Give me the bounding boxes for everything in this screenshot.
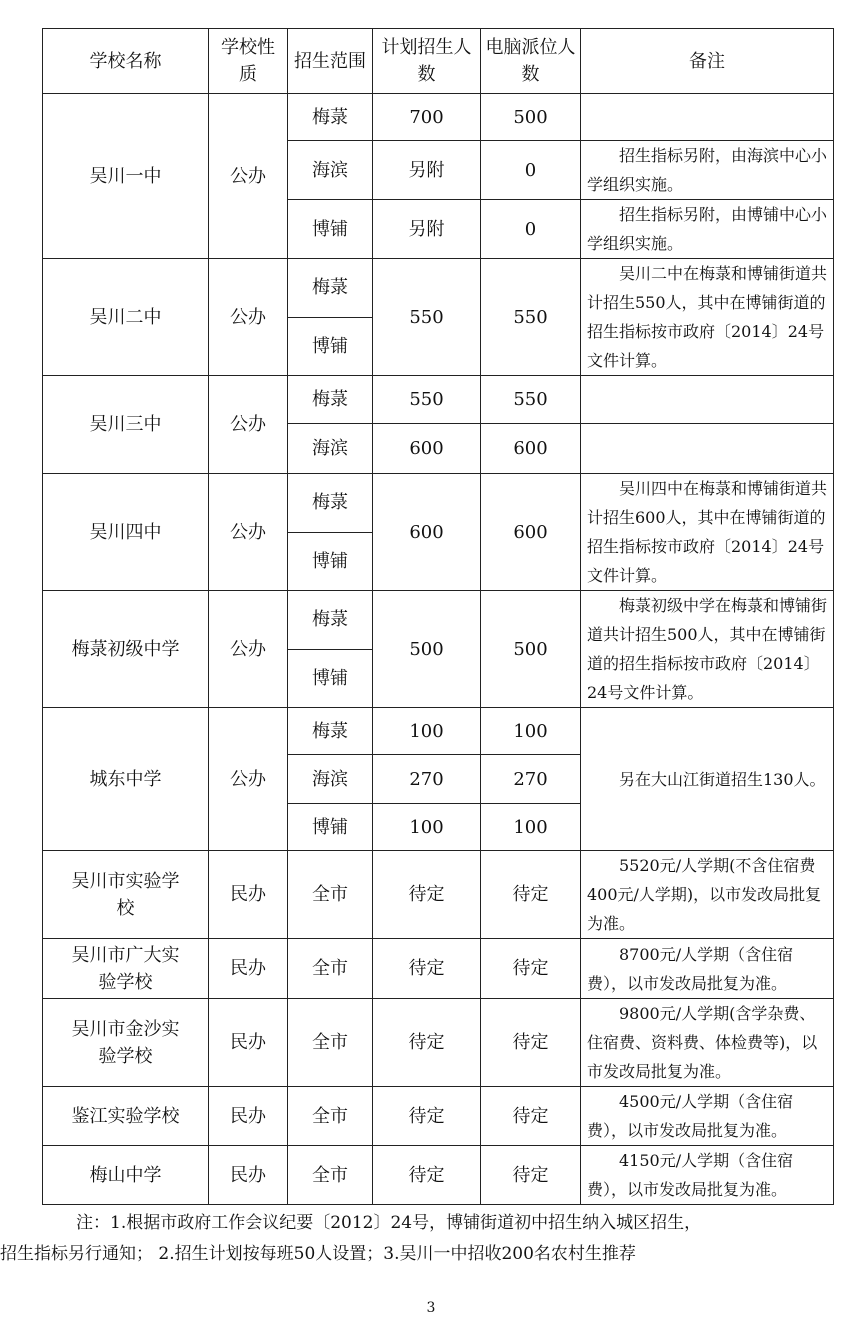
area: 全市 [288, 939, 373, 999]
remark: 5520元/人学期(不含住宿费400元/人学期)，以市发改局批复为准。 [581, 851, 834, 939]
school-nature: 公办 [209, 376, 288, 474]
area: 梅菉 [288, 474, 373, 533]
header-computer: 电脑派位人数 [481, 29, 581, 94]
computer: 待定 [481, 1146, 581, 1205]
area: 博铺 [288, 200, 373, 259]
area: 梅菉 [288, 591, 373, 650]
computer: 0 [481, 200, 581, 259]
school-nature: 公办 [209, 94, 288, 259]
area: 梅菉 [288, 259, 373, 318]
school-nature: 民办 [209, 939, 288, 999]
table-row [43, 591, 834, 650]
remark: 4500元/人学期（含住宿费），以市发改局批复为准。 [581, 1087, 834, 1146]
table-row [43, 708, 834, 755]
area: 全市 [288, 851, 373, 939]
school-nature: 公办 [209, 259, 288, 376]
plan: 100 [373, 708, 481, 755]
table-row [43, 1146, 834, 1205]
plan: 270 [373, 755, 481, 804]
school-name: 吴川市实验学校 [43, 851, 209, 939]
computer: 100 [481, 804, 581, 851]
school-name: 梅菉初级中学 [43, 591, 209, 708]
plan: 待定 [373, 1146, 481, 1205]
computer: 500 [481, 94, 581, 141]
area: 博铺 [288, 804, 373, 851]
school-name: 吴川三中 [43, 376, 209, 474]
header-remark: 备注 [581, 29, 834, 94]
school-name: 吴川市金沙实验学校 [43, 999, 209, 1087]
remark: 4150元/人学期（含住宿费），以市发改局批复为准。 [581, 1146, 834, 1205]
area: 博铺 [288, 532, 373, 591]
computer: 0 [481, 141, 581, 200]
remark [581, 424, 834, 474]
table-row [43, 999, 834, 1087]
school-nature: 公办 [209, 708, 288, 851]
remark: 另在大山江街道招生130人。 [581, 708, 834, 851]
school-name: 城东中学 [43, 708, 209, 851]
area: 博铺 [288, 317, 373, 376]
plan: 待定 [373, 851, 481, 939]
remark: 9800元/人学期(含学杂费、住宿费、资料费、体检费等)，以市发改局批复为准。 [581, 999, 834, 1087]
computer: 100 [481, 708, 581, 755]
computer: 600 [481, 424, 581, 474]
footnote [0, 1208, 842, 1270]
remark [581, 94, 834, 141]
page-number: 3 [426, 1300, 436, 1316]
school-name: 吴川四中 [43, 474, 209, 591]
footnote-line-2: 招生指标另行通知； 2.招生计划按每班50人设置；3.吴川一中招收200名农村生推荐 [0, 1244, 636, 1264]
plan: 100 [373, 804, 481, 851]
footnote-line-1: 注：1.根据市政府工作会议纪要〔2012〕24号，博铺街道初中招生纳入城区招生， [76, 1213, 702, 1233]
table-row [43, 851, 834, 939]
computer: 270 [481, 755, 581, 804]
remark: 吴川四中在梅菉和博铺街道共计招生600人，其中在博铺街道的招生指标按市政府〔2014〕24号文件计算。 [581, 474, 834, 591]
school-nature: 民办 [209, 851, 288, 939]
school-name: 鉴江实验学校 [43, 1087, 209, 1146]
school-name: 梅山中学 [43, 1146, 209, 1205]
remark: 吴川二中在梅菉和博铺街道共计招生550人，其中在博铺街道的招生指标按市政府〔2014〕24号文件计算。 [581, 259, 834, 376]
school-nature: 公办 [209, 591, 288, 708]
area: 海滨 [288, 424, 373, 474]
remark: 招生指标另附，由海滨中心小学组织实施。 [581, 141, 834, 200]
area: 梅菉 [288, 376, 373, 424]
school-name: 吴川市广大实验学校 [43, 939, 209, 999]
remark [581, 376, 834, 424]
area: 博铺 [288, 649, 373, 708]
table-row [43, 1087, 834, 1146]
computer: 待定 [481, 1087, 581, 1146]
school-nature: 民办 [209, 1146, 288, 1205]
school-nature: 公办 [209, 474, 288, 591]
table-row [43, 474, 834, 533]
computer: 550 [481, 376, 581, 424]
area: 全市 [288, 1146, 373, 1205]
header-plan: 计划招生人数 [373, 29, 481, 94]
plan: 另附 [373, 200, 481, 259]
remark: 招生指标另附，由博铺中心小学组织实施。 [581, 200, 834, 259]
computer: 待定 [481, 851, 581, 939]
plan: 待定 [373, 999, 481, 1087]
plan: 600 [373, 424, 481, 474]
school-nature: 民办 [209, 1087, 288, 1146]
header-row [43, 29, 834, 94]
plan: 待定 [373, 939, 481, 999]
plan: 500 [373, 591, 481, 708]
area: 全市 [288, 1087, 373, 1146]
table-row [43, 94, 834, 141]
area: 海滨 [288, 755, 373, 804]
plan: 700 [373, 94, 481, 141]
enrollment-table [42, 28, 834, 1205]
remark: 梅菉初级中学在梅菉和博铺街道共计招生500人，其中在博铺街道的招生指标按市政府〔2014〕24号文件计算。 [581, 591, 834, 708]
area: 梅菉 [288, 94, 373, 141]
table-row [43, 259, 834, 318]
table-row [43, 376, 834, 424]
computer: 550 [481, 259, 581, 376]
plan: 另附 [373, 141, 481, 200]
area: 海滨 [288, 141, 373, 200]
plan: 待定 [373, 1087, 481, 1146]
computer: 待定 [481, 939, 581, 999]
table-row [43, 939, 834, 999]
plan: 550 [373, 259, 481, 376]
remark: 8700元/人学期（含住宿费），以市发改局批复为准。 [581, 939, 834, 999]
area: 梅菉 [288, 708, 373, 755]
plan: 600 [373, 474, 481, 591]
computer: 600 [481, 474, 581, 591]
school-name: 吴川一中 [43, 94, 209, 259]
school-name: 吴川二中 [43, 259, 209, 376]
area: 全市 [288, 999, 373, 1087]
computer: 500 [481, 591, 581, 708]
header-nature: 学校性质 [209, 29, 288, 94]
plan: 550 [373, 376, 481, 424]
computer: 待定 [481, 999, 581, 1087]
header-name: 学校名称 [43, 29, 209, 94]
header-range: 招生范围 [288, 29, 373, 94]
school-nature: 民办 [209, 999, 288, 1087]
